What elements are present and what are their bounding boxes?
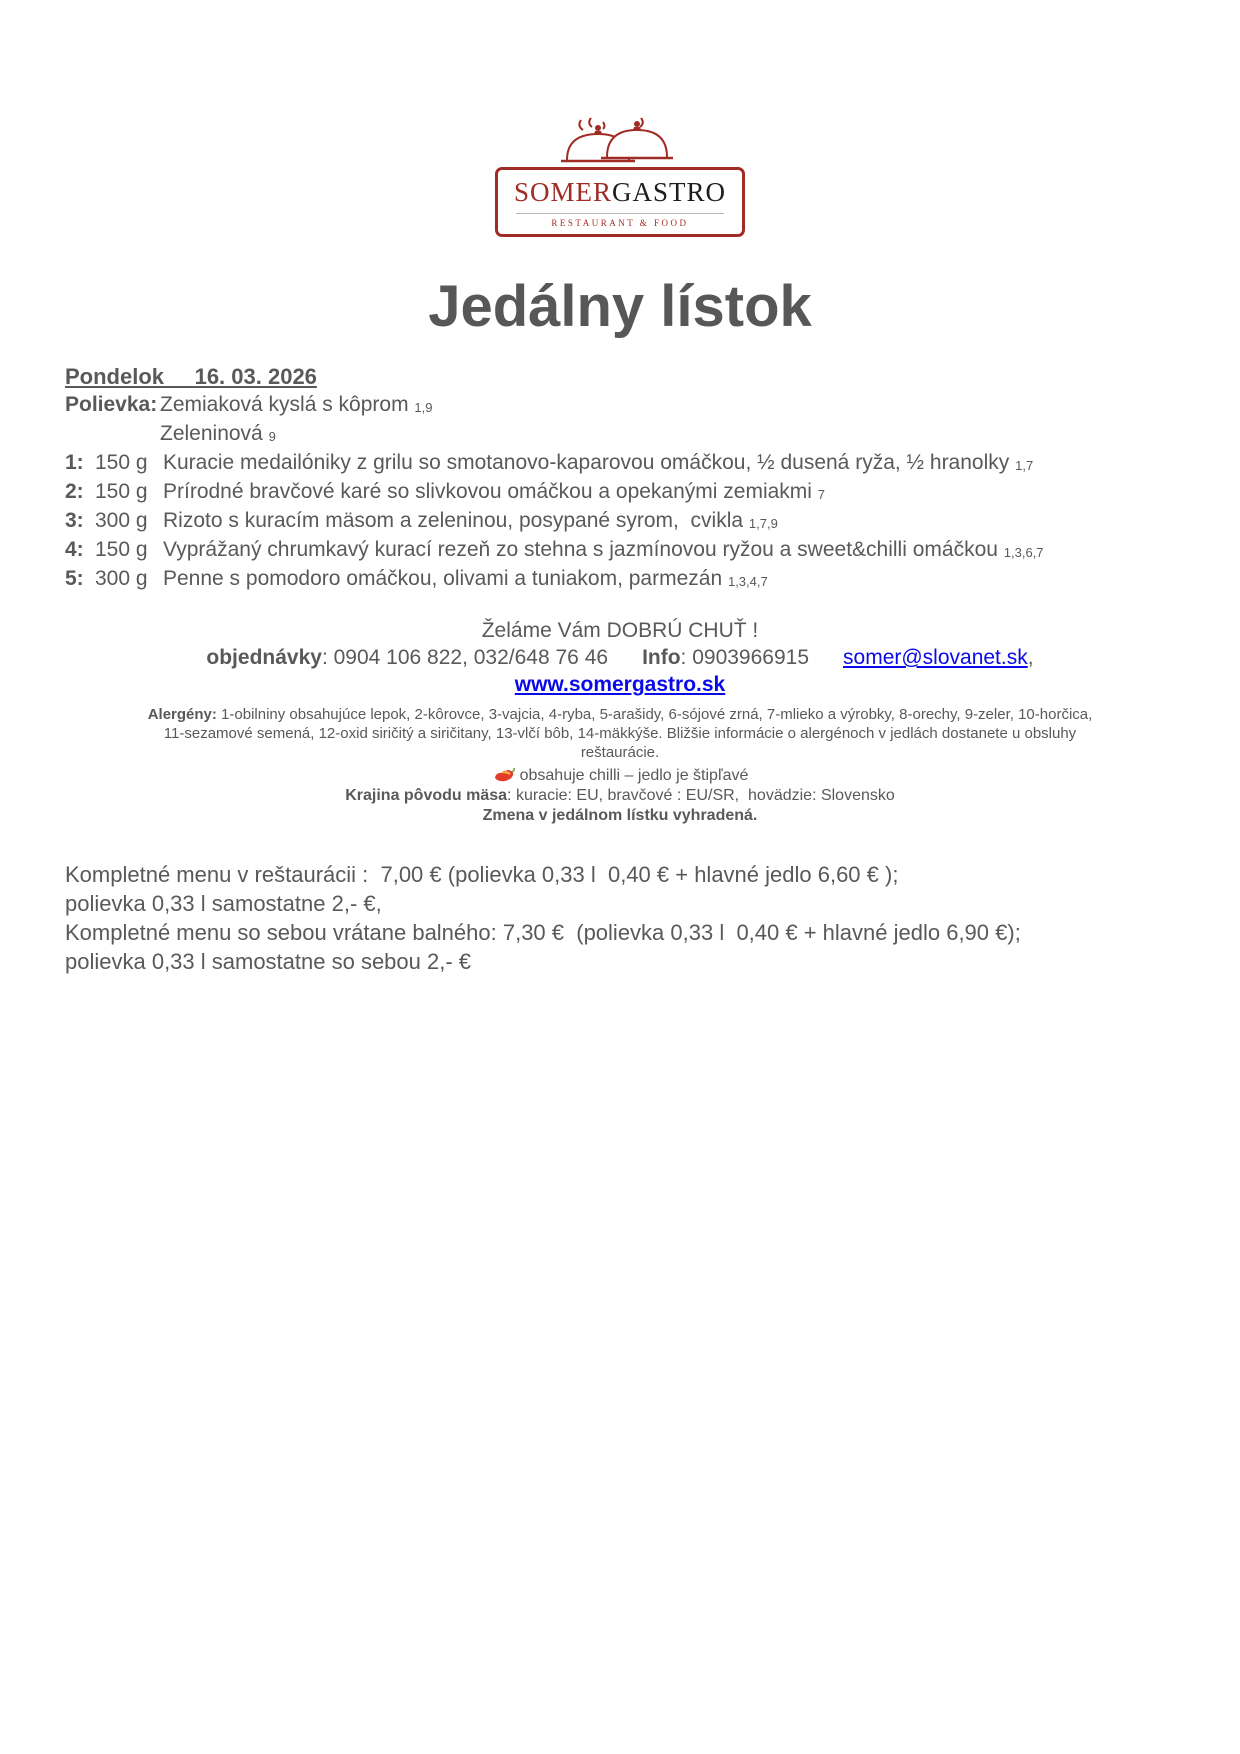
website-link[interactable]: www.somergastro.sk (514, 673, 726, 696)
menu-item-2 (65, 479, 1175, 508)
item-allergens: 1,3,6,7 (1003, 545, 1044, 560)
pricing-line-4: polievka 0,33 l samostatne so sebou 2,- € (65, 949, 472, 974)
item-name: Penne s pomodoro omáčkou, olivami a tuniakom, parmezán (163, 567, 723, 590)
soup-2 (160, 421, 1175, 450)
email-link[interactable]: somer@slovanet.sk (843, 646, 1028, 669)
item-weight: 300 g (95, 509, 148, 532)
menu-item-3 (65, 508, 1175, 537)
soup-name: Zeleninová (160, 422, 263, 445)
item-number: 1: (65, 451, 84, 474)
page-title: Jedálny lístok (428, 274, 812, 339)
item-allergens: 1,7,9 (748, 516, 778, 531)
item-text (163, 508, 1175, 537)
origin-value: : kuracie: EU, bravčové : EU/SR, hovädzie: Slovensko (507, 787, 895, 804)
item-weight: 150 g (95, 480, 148, 503)
item-allergens: 1,7 (1015, 458, 1034, 473)
soup-allergens: 9 (268, 429, 276, 444)
date-label: 16. 03. 2026 (194, 364, 317, 389)
brand-tagline: RESTAURANT & FOOD (551, 218, 689, 228)
item-number: 4: (65, 538, 84, 561)
chilli-pepper-icon (492, 768, 516, 783)
email-wrap (843, 646, 1034, 669)
item-allergens: 7 (817, 487, 826, 502)
menu-item-5 (65, 566, 1175, 595)
allergens-label: Alergény: (147, 706, 217, 723)
item-name: Kuracie medailóniky z grilu so smotanovo-kaparovou omáčkou, ½ dusená ryža, ½ hranolky (163, 451, 1010, 474)
soup-label: Polievka: (65, 393, 158, 416)
chilli-note-text: obsahuje chilli – jedlo je štipľavé (519, 767, 749, 784)
item-text (163, 450, 1175, 479)
change-reserved-line: Zmena v jedálnom lístku vyhradená. (482, 807, 758, 824)
allergens-paragraph (141, 705, 1099, 762)
info-label: Info (642, 646, 681, 669)
soup-name: Zemiaková kyslá s kôprom (160, 393, 409, 416)
menu-item-1 (65, 450, 1175, 479)
item-number: 3: (65, 509, 84, 532)
item-number: 5: (65, 567, 84, 590)
item-allergens: 1,3,4,7 (727, 574, 768, 589)
contact-line (0, 646, 1240, 670)
cloche-icon (545, 116, 695, 172)
origin-label: Krajina pôvodu mäsa (345, 787, 508, 804)
day-date-line (65, 364, 1175, 390)
wish-line: Želáme Vám DOBRÚ CHUŤ ! (481, 619, 759, 642)
email-suffix: , (1027, 646, 1034, 669)
brand-name-secondary: GASTRO (612, 177, 727, 207)
pricing-line-1: Kompletné menu v reštaurácii : 7,00 € (polievka 0,33 l 0,40 € + hlavné jedlo 6,60 € ); (65, 862, 899, 887)
item-name: Prírodné bravčové karé so slivkovou omáčkou a opekanými zemiakmi (163, 480, 812, 503)
item-number: 2: (65, 480, 84, 503)
soup-label-empty (65, 421, 160, 450)
item-text (163, 566, 1175, 595)
menu-item-4 (65, 537, 1175, 566)
restaurant-logo (0, 0, 1240, 237)
meat-origin-line (0, 786, 1240, 806)
brand-name-primary: SOMER (513, 177, 612, 207)
logo-frame (495, 167, 745, 237)
soup-1 (160, 392, 1175, 421)
logo-divider (516, 213, 724, 214)
pricing-line-3: Kompletné menu so sebou vrátane balného: 7,30 € (polievka 0,33 l 0,40 € + hlavné jedlo 6,90 €); (65, 920, 1021, 945)
item-text (163, 479, 1175, 508)
info-phone: : 0903966915 (680, 646, 810, 669)
pricing-line-2: polievka 0,33 l samostatne 2,- €, (65, 891, 382, 916)
website-line (0, 673, 1240, 697)
day-date-gap (164, 364, 195, 389)
soup-row (65, 392, 1175, 421)
menu-content (65, 364, 1175, 595)
orders-label: objednávky (206, 646, 322, 669)
item-name: Vyprážaný chrumkavý kurací rezeň zo stehna s jazmínovou ryžou a sweet&chilli omáčkou (163, 538, 998, 561)
orders-phones: : 0904 106 822, 032/648 76 46 (321, 646, 609, 669)
day-label: Pondelok (65, 364, 165, 389)
soup-row (65, 421, 1175, 450)
item-weight: 300 g (95, 567, 148, 590)
brand-name (514, 177, 726, 208)
allergens-text: 1-obilniny obsahujúce lepok, 2-kôrovce, 3-vajcia, 4-ryba, 5-arašidy, 6-sójové zrná, 7-mlieko a výrobky, 8-orechy, 9-zeler, 10-horčica, 11-sezamové semená, 12-oxid siričitý a siričitany, 13-vlčí bôb, 14-mäkkýše. Bližšie informácie o alergénoch v jedlách dostanete u obsluhy reštaurácie. (163, 706, 1097, 761)
pricing-block (65, 860, 1175, 976)
item-name: Rizoto s kuracím mäsom a zeleninou, posypané syrom, cvikla (163, 509, 744, 532)
item-text (163, 537, 1175, 566)
item-weight: 150 g (95, 451, 148, 474)
soup-allergens: 1,9 (414, 400, 433, 415)
item-weight: 150 g (95, 538, 148, 561)
chilli-note-line (0, 766, 1240, 786)
